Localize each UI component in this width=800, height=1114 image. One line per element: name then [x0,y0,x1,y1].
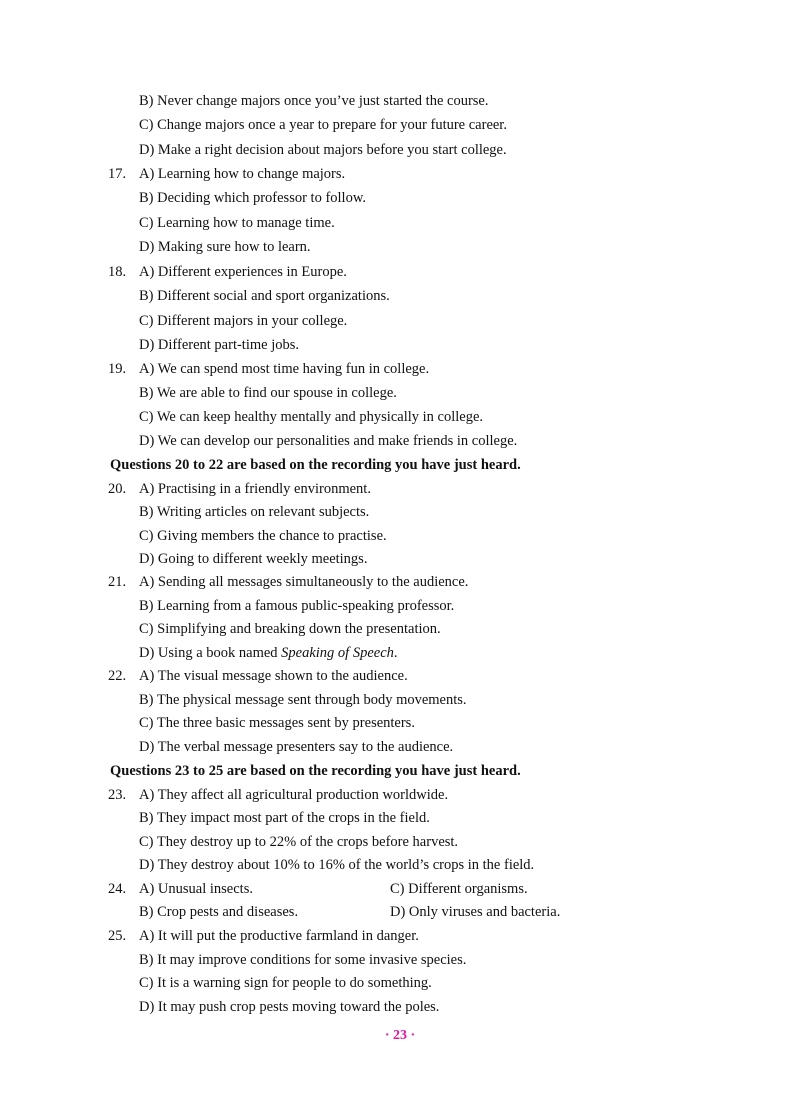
q18-number: 18. [108,264,127,280]
q25-option-a: A) It will put the productive farmland in danger. [139,928,419,944]
q21-option-b: B) Learning from a famous public-speaking professor. [139,598,455,614]
q18-option-d: D) Different part-time jobs. [139,337,299,353]
q21-option-a: A) Sending all messages simultaneously to the audience. [139,574,469,590]
q22-option-c: C) The three basic messages sent by presenters. [139,715,415,731]
q17-option-a: A) Learning how to change majors. [139,166,346,182]
q19-option-b: B) We are able to find our spouse in college. [139,385,397,401]
page-number: · 23 · [384,1028,416,1043]
q22-option-b: B) The physical message sent through body movements. [139,692,467,708]
q25-option-c: C) It is a warning sign for people to do something. [139,975,432,991]
q23-option-d: D) They destroy about 10% to 16% of the world’s crops in the field. [139,857,535,873]
q22-number: 22. [108,668,127,684]
q21-option-d [139,644,398,662]
q18-option-b: B) Different social and sport organizations. [139,288,390,304]
q19-number: 19. [108,361,127,377]
q17-option-d: D) Making sure how to learn. [139,239,311,255]
section-heading-23-25: Questions 23 to 25 are based on the recording you have just heard. [110,763,521,779]
q22-option-d: D) The verbal message presenters say to the audience. [139,739,454,755]
q23-option-b: B) They impact most part of the crops in the field. [139,810,430,826]
section-heading-20-22: Questions 20 to 22 are based on the recording you have just heard. [110,457,521,473]
q16-option-b: B) Never change majors once you’ve just started the course. [139,93,489,109]
q24-option-b: B) Crop pests and diseases. [139,904,299,920]
q21-option-c: C) Simplifying and breaking down the presentation. [139,621,441,637]
q19-option-c: C) We can keep healthy mentally and physically in college. [139,409,484,425]
q19-option-d: D) We can develop our personalities and make friends in college. [139,433,518,449]
q19-option-a: A) We can spend most time having fun in college. [139,361,430,377]
q20-option-c: C) Giving members the chance to practise. [139,528,387,544]
q20-option-b: B) Writing articles on relevant subjects. [139,504,370,520]
q22-option-a: A) The visual message shown to the audience. [139,668,408,684]
q17-number: 17. [108,166,127,182]
q20-option-a: A) Practising in a friendly environment. [139,481,371,497]
q17-option-b: B) Deciding which professor to follow. [139,190,366,206]
q16-option-c: C) Change majors once a year to prepare for your future career. [139,117,507,133]
q16-option-d: D) Make a right decision about majors before you start college. [139,142,507,158]
q23-number: 23. [108,787,127,803]
q24-option-d: D) Only viruses and bacteria. [390,904,561,920]
q18-option-a: A) Different experiences in Europe. [139,264,347,280]
q21-option-d-prefix: D) Using a book named [139,645,282,661]
q25-option-d: D) It may push crop pests moving toward the poles. [139,999,440,1015]
book-title: Speaking of Speech [281,645,394,661]
q18-option-c: C) Different majors in your college. [139,313,348,329]
q25-number: 25. [108,928,127,944]
q23-option-c: C) They destroy up to 22% of the crops before harvest. [139,834,459,850]
q17-option-c: C) Learning how to manage time. [139,215,335,231]
q20-option-d: D) Going to different weekly meetings. [139,551,368,567]
q21-number: 21. [108,574,127,590]
q24-number: 24. [108,881,127,897]
q24-option-c: C) Different organisms. [390,881,528,897]
q20-number: 20. [108,481,127,497]
q24-option-a: A) Unusual insects. [139,881,253,897]
q23-option-a: A) They affect all agricultural production worldwide. [139,787,449,803]
q25-option-b: B) It may improve conditions for some invasive species. [139,952,467,968]
q21-option-d-suffix: . [393,645,398,661]
